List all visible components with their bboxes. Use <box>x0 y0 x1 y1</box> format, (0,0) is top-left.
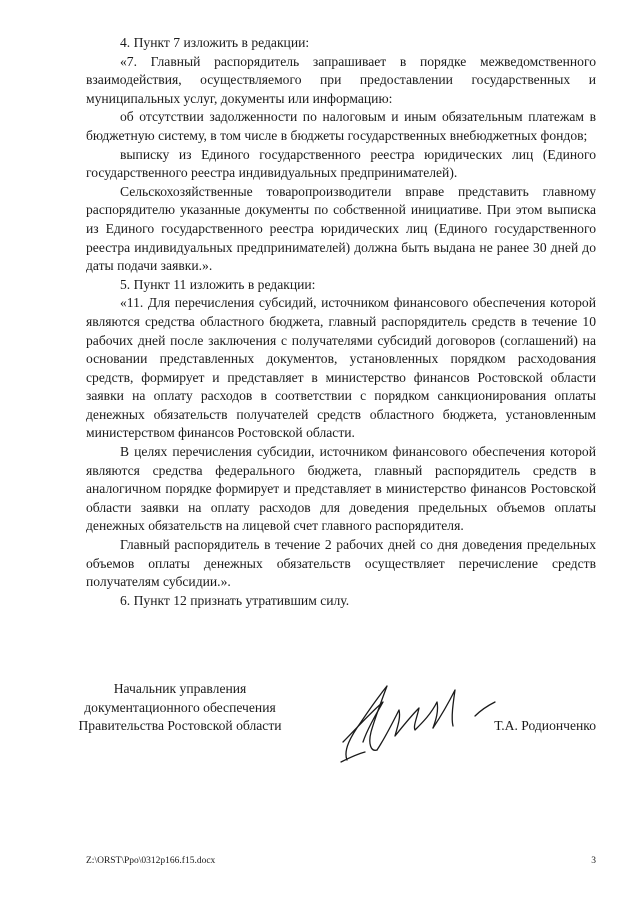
position-line: Правительства Ростовской области <box>78 718 282 734</box>
paragraph-producers-right: Сельскохозяйственные товаропроизводители вправе представить главному распорядителю указанные документы по собственной инициативе. При этом выписка из Единого государственного реестра юридических лиц (Единого государственного реестра индивидуальных предпринимателей) должна быть выдана не ранее 30 дней до даты подачи заявки.». <box>86 183 596 274</box>
position-line: документационного обеспечения <box>84 699 276 715</box>
document-body <box>86 34 596 610</box>
paragraph-item-11-federal: В целях перечисления субсидии, источником финансового обеспечения которой являются средства федерального бюджета, главный распорядитель средств в аналогичном порядке формирует и представляет в министерство финансов Ростовской области заявки на оплату расходов для доведения предельных объемов оплаты денежных обязательств на лицевой счет главного распорядителя. <box>86 444 596 534</box>
signature-block <box>60 680 600 760</box>
paragraph-registry-extract: выписку из Единого государственного реестра юридических лиц (Единого государственного реестра индивидуальных предпринимателей). <box>86 146 596 181</box>
position-line: Начальник управления <box>113 681 247 696</box>
paragraph-item-4: 4. Пункт 7 изложить в редакции: <box>120 35 310 50</box>
paragraph-item-11-regional: «11. Для перечисления субсидий, источником финансового обеспечения которой являются средства областного бюджета, главный распорядитель средств в течение 10 рабочих дней после заключения с получателями субсидий договоров (соглашений) на основании представленных документов, установленных порядком расходования средств, формирует и представляет в министерство финансов Ростовской области заявки на оплату расходов в соответствии с порядком санкционирования оплаты денежных обязательств получателей средств областного бюджета, установленным министерством финансов Ростовской области. <box>86 295 596 441</box>
paragraph-no-debt: об отсутствии задолженности по налоговым и иным обязательным платежам в бюджетную систему, в том числе в бюджеты государственных внебюджетных фондов; <box>86 109 596 143</box>
paragraph-item-5: 5. Пункт 11 изложить в редакции: <box>120 276 316 292</box>
paragraph-item-7-intro: «7. Главный распорядитель запрашивает в порядке межведомственного взаимодействия, осуществляемого при предоставлении государственных и муниципальных услуг, документы или информацию: <box>86 53 596 106</box>
paragraph-item-11-transfer: Главный распорядитель в течение 2 рабочих дней со дня доведения предельных объемов оплаты денежных обязательств осуществляет перечисление средств получателям субсидии.». <box>86 537 596 590</box>
page-number: 3 <box>591 856 596 866</box>
signatory-name: Т.А. Родионченко <box>494 718 596 733</box>
signatory-position <box>60 680 300 736</box>
paragraph-item-6: 6. Пункт 12 признать утратившим силу. <box>120 592 350 608</box>
file-path: Z:\ORST\Ppo\0312p166.f15.docx <box>86 856 216 866</box>
handwritten-signature <box>335 672 515 767</box>
